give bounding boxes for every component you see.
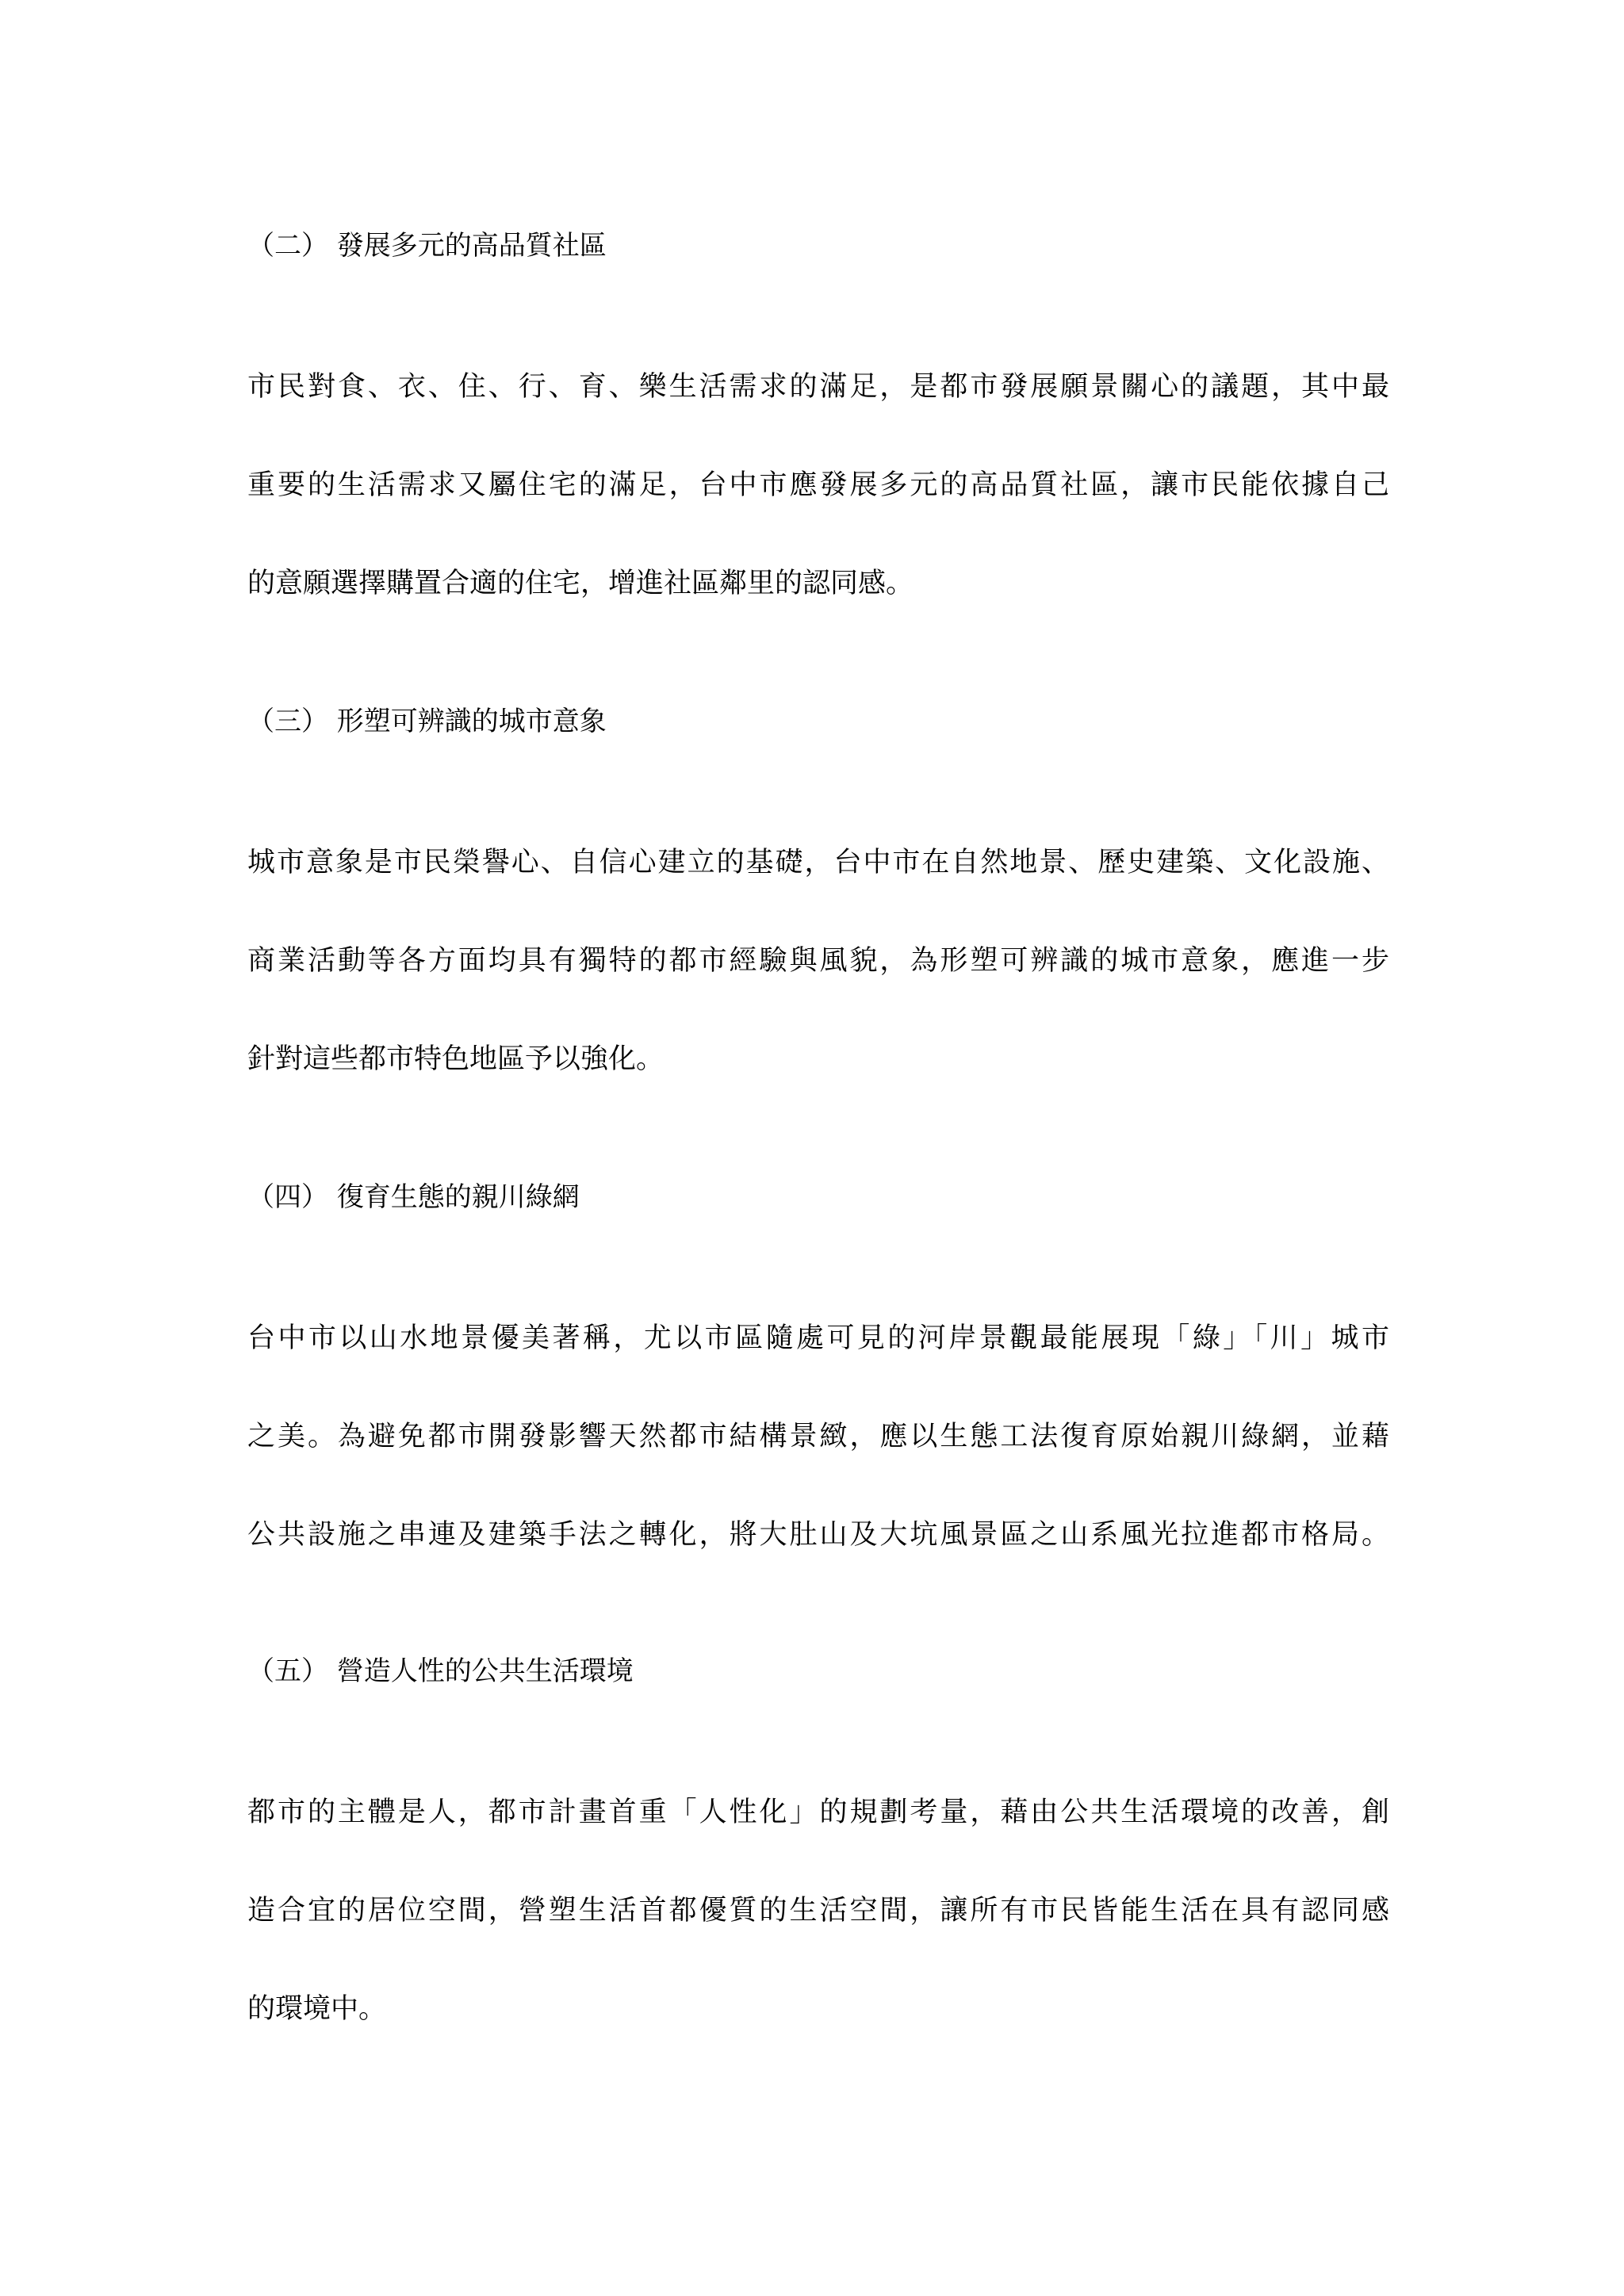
paragraph-line: 的意願選擇購置合適的住宅，增進社區鄰里的認同感。 <box>247 568 914 599</box>
paragraph-line: 重要的生活需求又屬住宅的滿足，台中市應發展多元的高品質社區，讓市民能依據自己 <box>247 469 1389 501</box>
paragraph-line: 都市的主體是人，都市計畫首重「人性化」的規劃考量，藉由公共生活環境的改善，創 <box>247 1797 1389 1828</box>
paragraph-line: 造合宜的居位空間，營塑生活首都優質的生活空間，讓所有市民皆能生活在具有認同感 <box>247 1895 1389 1927</box>
paragraph-line: 城市意象是市民榮譽心、自信心建立的基礎，台中市在自然地景、歷史建築、文化設施、 <box>247 847 1389 878</box>
section-heading-4: （四） 復育生態的親川綠網 <box>247 1181 580 1213</box>
paragraph-line: 公共設施之串連及建築手法之轉化，將大肚山及大坑風景區之山系風光拉進都市格局。 <box>247 1519 1389 1551</box>
section-heading-3: （三） 形塑可辨識的城市意象 <box>247 706 607 737</box>
paragraph-line: 市民對食、衣、住、行、育、樂生活需求的滿足，是都市發展願景關心的議題，其中最 <box>247 371 1389 403</box>
section-heading-5: （五） 營造人性的公共生活環境 <box>247 1655 634 1687</box>
paragraph-line: 的環境中。 <box>247 1993 387 2025</box>
paragraph-line: 台中市以山水地景優美著稱，尤以市區隨處可見的河岸景觀最能展現「綠」「川」城市 <box>247 1322 1389 1354</box>
paragraph-line: 針對這些都市特色地區予以強化。 <box>247 1043 665 1075</box>
paragraph-line: 之美。為避免都市開發影響天然都市結構景緻，應以生態工法復育原始親川綠網，並藉 <box>247 1421 1389 1452</box>
section-heading-2: （二） 發展多元的高品質社區 <box>247 230 607 262</box>
paragraph-line: 商業活動等各方面均具有獨特的都市經驗與風貌，為形塑可辨識的城市意象，應進一步 <box>247 945 1389 977</box>
